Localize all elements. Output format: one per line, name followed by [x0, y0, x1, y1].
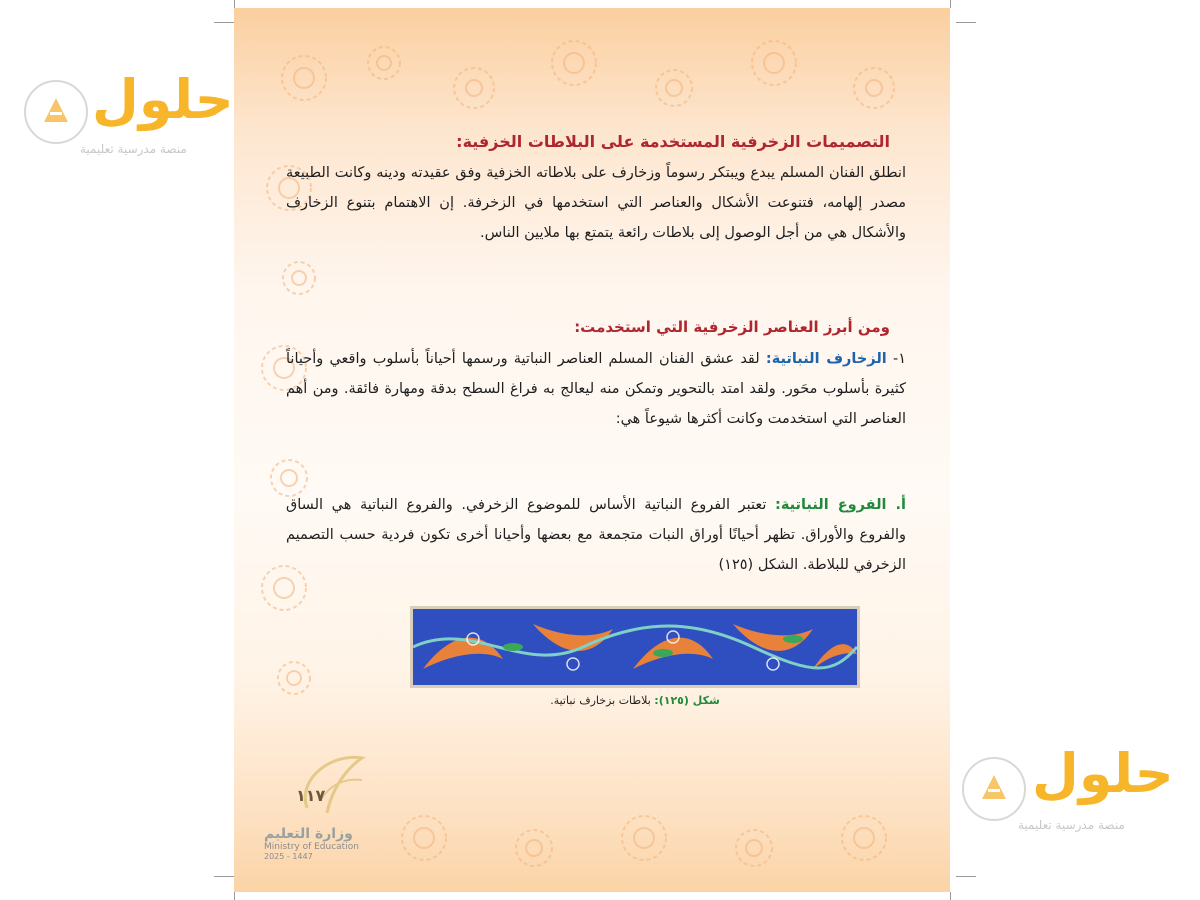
- item1-number: ١-: [892, 351, 906, 367]
- ministry-label: [264, 826, 394, 861]
- watermark-left: [92, 70, 234, 130]
- crop-mark: [214, 22, 234, 23]
- watermark-right: [1032, 744, 1174, 804]
- watermark-left-subtitle: [80, 142, 187, 156]
- item1-title: الزخارف النباتية:: [765, 351, 887, 367]
- watermark-right-subtitle: [1018, 818, 1125, 832]
- crop-mark: [956, 22, 976, 23]
- item-a-label: أ. الفروع النباتية:: [775, 497, 906, 513]
- rosette-ornament: [274, 28, 950, 148]
- crop-mark: [950, 892, 951, 900]
- item-a-paragraph: [286, 490, 906, 580]
- watermark-logo: حلول: [1032, 742, 1174, 805]
- intro-paragraph-block: [286, 158, 906, 248]
- section-heading: التصميمات الزخرفية المستخدمة على البلاطات الخزفية:: [456, 132, 890, 151]
- ministry-year: 2025 - 1447: [264, 852, 313, 861]
- crop-mark: [214, 876, 234, 877]
- figure-caption-prefix: شكل (١٢٥):: [654, 694, 720, 707]
- textbook-page: [234, 8, 950, 892]
- ministry-logo-icon: [292, 748, 372, 818]
- figure-caption-text: بلاطات بزخارف نباتية.: [550, 694, 651, 707]
- crop-mark: [950, 0, 951, 8]
- watermark-logo-circle: [962, 757, 1026, 821]
- item1-block: [286, 344, 906, 434]
- page-number: ١١٧: [296, 786, 326, 805]
- watermark-subtitle: منصة مدرسية تعليمية: [80, 142, 187, 156]
- subheading: ومن أبرز العناصر الزخرفية التي استخدمت:: [574, 318, 890, 336]
- figure-caption: [410, 694, 860, 707]
- watermark-subtitle: منصة مدرسية تعليمية: [1018, 818, 1125, 832]
- crop-mark: [234, 892, 235, 900]
- ministry-arabic: وزارة التعليم: [264, 826, 353, 842]
- floral-tile-image: [410, 606, 860, 688]
- intro-paragraph: انطلق الفنان المسلم يبدع ويبتكر رسوماً وزخارف على بلاطاته الخزفية وفق عقيدته ودينه وكانت الطبيعة مصدر إلهامه، فتنوعت الأشكال والعناصر التي استخدمها في الزخرفة. إن الاهتمام بتنوع الزخارف والأشكال هي من أجل الوصول إلى بلاطات رائعة يتمتع بها ملايين الناس.: [286, 165, 906, 241]
- item-a-block: [286, 490, 906, 580]
- rosette-ornament: [384, 798, 944, 888]
- item-a-text: تعتبر الفروع النباتية الأساس للموضوع الزخرفي. والفروع النباتية هي الساق والفروع والأوراق. تظهر أحيانًا أوراق النبات متجمعة مع بعضها وأحيانا أخرى تكون فردية حسب التصميم الزخرفي للبلاطة. الشكل (١٢٥): [286, 497, 906, 573]
- watermark-logo-circle: [24, 80, 88, 144]
- floral-tile-pattern: [413, 609, 857, 685]
- crop-mark: [234, 0, 235, 8]
- item1-text: لقد عشق الفنان المسلم العناصر النباتية ورسمها أحياناً بأسلوب واقعي وأحياناً كثيرة بأسلوب محَور. ولقد امتد بالتحوير وتمكن منه ليعالج به فراغ السطح بدقة ومهارة فائقة. ومن أهم العناصر التي استخدمت وكانت أكثرها شيوعاً هي:: [286, 351, 906, 427]
- ministry-english: Ministry of Education: [264, 842, 359, 852]
- crop-mark: [956, 876, 976, 877]
- watermark-logo: حلول: [92, 68, 234, 131]
- item1-paragraph: [286, 344, 906, 434]
